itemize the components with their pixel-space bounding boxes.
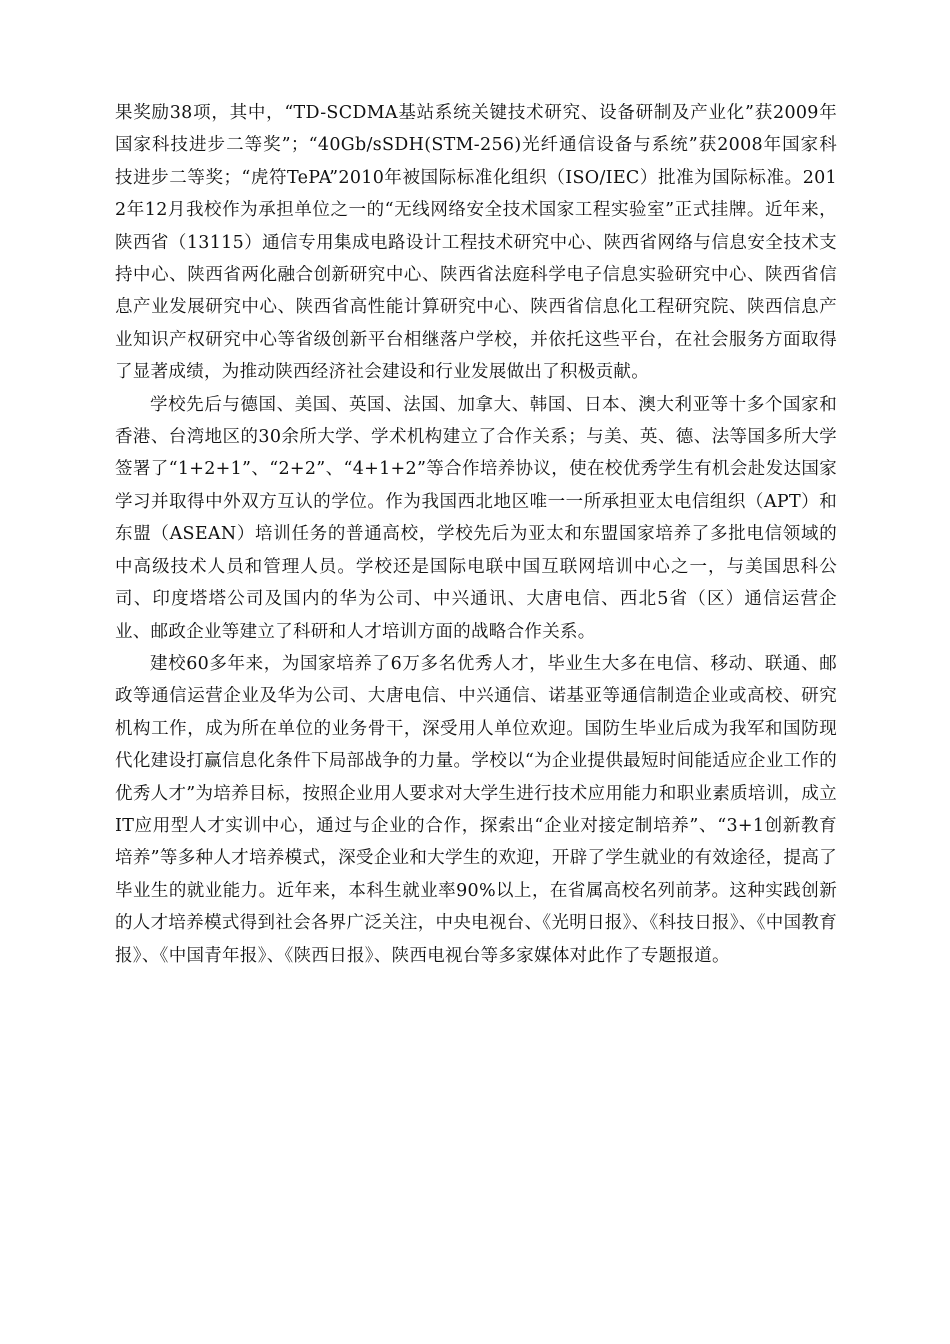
paragraph-graduate-achievements: 建校60多年来，为国家培养了6万多名优秀人才，毕业生大多在电信、移动、联通、邮政等通信运营企业及华为公司、大唐电信、中兴通信、诺基亚等通信制造企业或高校、研究机构工作，成为所在单位的业务骨干，深受用人单位欢迎。国防生毕业后成为我军和国防现代化建设打赢信息化条件下局部战争的力量。学校以“为企业提供最短时间能适应企业工作的优秀人才”为培养目标，按照企业用人要求对大学生进行技术应用能力和职业素质培训，成立IT应用型人才实训中心，通过与企业的合作，探索出“企业对接定制培养”、“3+1创新教育培养”等多种人才培养模式，深受企业和大学生的欢迎，开辟了学生就业的有效途径，提高了毕业生的就业能力。近年来，本科生就业率90%以上，在省属高校名列前茅。这种实践创新的人才培养模式得到社会各界广泛关注，中央电视台、《光明日报》、《科技日报》、《中国教育报》、《中国青年报》、《陕西日报》、陕西电视台等多家媒体对此作了专题报道。 bbox=[115, 653, 837, 966]
paragraph-international-cooperation: 学校先后与德国、美国、英国、法国、加拿大、韩国、日本、澳大利亚等十多个国家和香港、台湾地区的30余所大学、学术机构建立了合作关系；与美、英、德、法等国多所大学签署了“1+2+1”、“2+2”、“4+1+2”等合作培养协议，使在校优秀学生有机会赴发达国家学习并取得中外双方互认的学位。作为我国西北地区唯一一所承担亚太电信组织（APT）和东盟（ASEAN）培训任务的普通高校，学校先后为亚太和东盟国家培养了多批电信领域的中高级技术人员和管理人员。学校还是国际电联中国互联网培训中心之一，与美国思科公司、印度塔塔公司及国内的华为公司、中兴通讯、大唐电信、西北5省（区）通信运营企业、邮政企业等建立了科研和人才培训方面的战略合作关系。 bbox=[115, 394, 837, 642]
document-page bbox=[115, 97, 837, 972]
paragraph-research-platforms: 果奖励38项，其中，“TD-SCDMA基站系统关键技术研究、设备研制及产业化”获2009年国家科技进步二等奖”；“40Gb/sSDH(STM-256)光纤通信设备与系统”获2008年国家科技进步二等奖；“虎符TePA”2010年被国际标准化组织（ISO/IEC）批准为国际标准。2012年12月我校作为承担单位之一的“无线网络安全技术国家工程实验室”正式挂牌。近年来，陕西省（13115）通信专用集成电路设计工程技术研究中心、陕西省网络与信息安全技术支持中心、陕西省两化融合创新研究中心、陕西省法庭科学电子信息实验研究中心、陕西省信息产业发展研究中心、陕西省高性能计算研究中心、陕西省信息化工程研究院、陕西信息产业知识产权研究中心等省级创新平台相继落户学校，并依托这些平台，在社会服务方面取得了显著成绩，为推动陕西经济社会建设和行业发展做出了积极贡献。 bbox=[115, 103, 837, 383]
